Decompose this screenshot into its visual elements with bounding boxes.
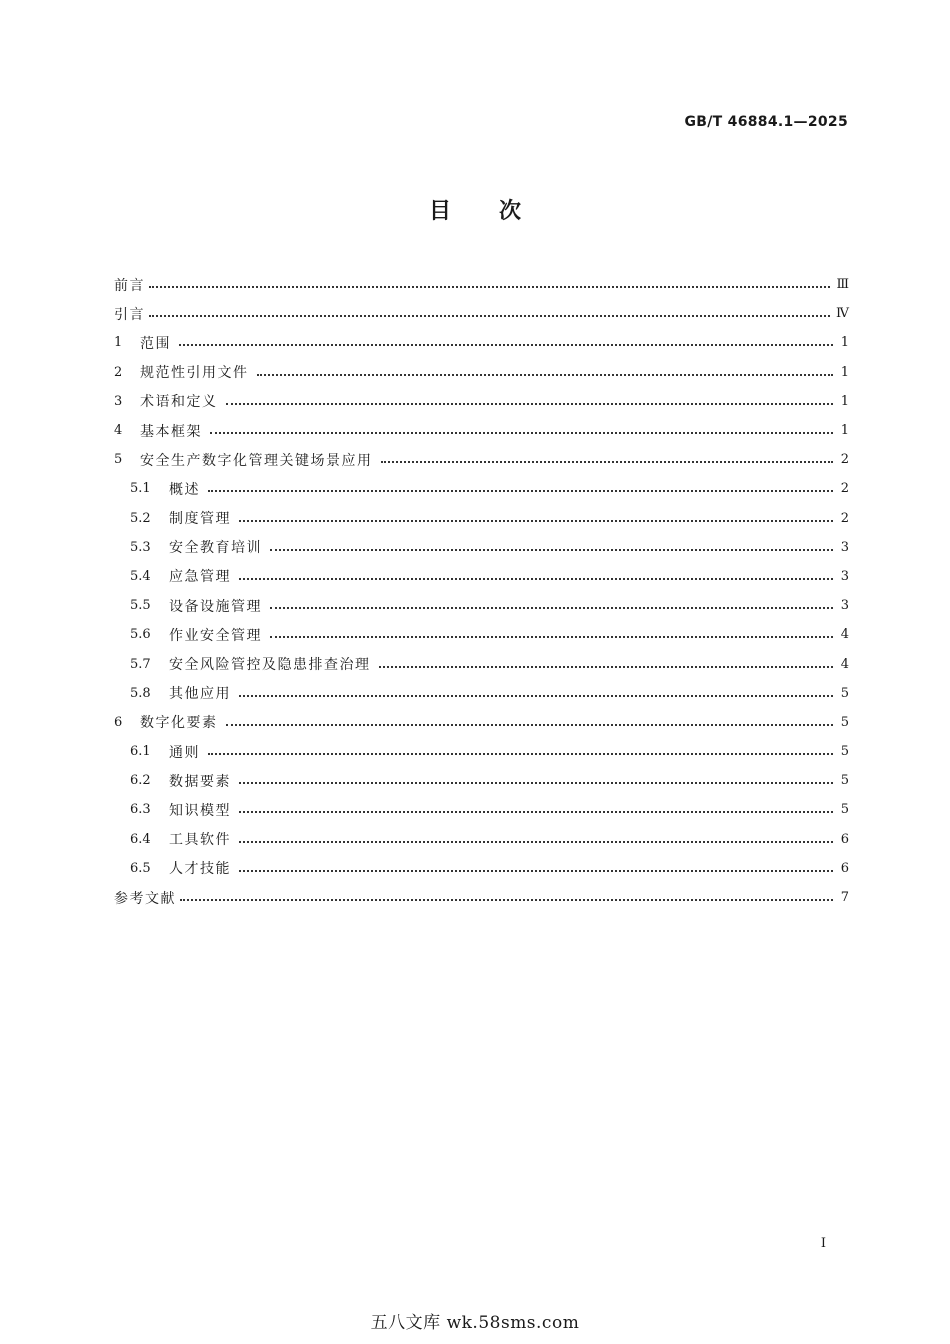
toc-entry-number: 5.5 xyxy=(130,598,151,614)
toc-entry-page: 6 xyxy=(840,860,849,876)
toc-entry-number: 5 xyxy=(114,452,123,468)
toc-entry[interactable] xyxy=(114,270,849,299)
toc-entry-label: 通则 xyxy=(169,744,200,761)
toc-entry-page: 5 xyxy=(840,773,849,789)
toc-entry-label: 术语和定义 xyxy=(140,394,218,411)
toc-dot-leader xyxy=(239,840,833,843)
toc-entry-page: 3 xyxy=(840,598,849,614)
toc-dot-leader xyxy=(208,752,833,755)
document-number: GB/T 46884.1—2025 xyxy=(684,114,848,130)
toc-entry-number: 4 xyxy=(114,423,123,439)
toc-entry-number: 5.2 xyxy=(130,510,151,526)
toc-dot-leader xyxy=(270,635,833,638)
toc-entry-number: 5.4 xyxy=(130,568,151,584)
toc-entry-label: 安全风险管控及隐患排查治理 xyxy=(169,657,371,674)
toc-dot-leader xyxy=(239,869,833,872)
toc-dot-leader xyxy=(180,898,833,901)
toc-entry[interactable] xyxy=(114,649,849,678)
toc-dot-leader xyxy=(226,723,834,726)
toc-entry-number: 6.4 xyxy=(130,831,151,847)
toc-entry-number: 3 xyxy=(114,393,123,409)
toc-entry[interactable] xyxy=(114,591,849,620)
toc-entry-page: 3 xyxy=(840,539,849,555)
toc-entry-page: 6 xyxy=(840,831,849,847)
toc-entry-label: 基本框架 xyxy=(140,423,202,440)
toc-entry-label: 数字化要素 xyxy=(140,715,218,732)
toc-entry-label: 设备设施管理 xyxy=(169,598,262,615)
toc-entry-page: 4 xyxy=(840,656,849,672)
toc-entry-label: 人才技能 xyxy=(169,861,231,878)
toc-dot-leader xyxy=(239,577,833,580)
toc-entry-label: 数据要素 xyxy=(169,773,231,790)
toc-entry[interactable] xyxy=(114,416,849,445)
toc-entry-page: 2 xyxy=(840,452,849,468)
toc-entry-label: 规范性引用文件 xyxy=(140,365,249,382)
table-of-contents xyxy=(114,270,849,912)
toc-entry-page: 4 xyxy=(840,627,849,643)
toc-dot-leader xyxy=(239,519,833,522)
toc-dot-leader xyxy=(210,431,833,434)
toc-dot-leader xyxy=(149,285,830,288)
toc-entry[interactable] xyxy=(114,358,849,387)
toc-entry-page: Ⅳ xyxy=(836,306,849,322)
footer-watermark: 五八文库 wk.58sms.com xyxy=(370,1313,580,1333)
toc-entry-page: Ⅲ xyxy=(836,277,849,293)
toc-dot-leader xyxy=(270,606,833,609)
toc-entry-label: 引言 xyxy=(114,306,145,323)
toc-entry[interactable] xyxy=(114,766,849,795)
toc-entry[interactable] xyxy=(114,679,849,708)
toc-entry-number: 6.5 xyxy=(130,860,151,876)
page-title: 目次 xyxy=(428,199,569,224)
toc-dot-leader xyxy=(270,548,833,551)
toc-entry[interactable] xyxy=(114,387,849,416)
toc-entry-label: 安全教育培训 xyxy=(169,540,262,557)
toc-dot-leader xyxy=(239,694,833,697)
toc-entry-page: 5 xyxy=(840,744,849,760)
toc-entry-number: 1 xyxy=(114,335,123,351)
toc-entry-page: 1 xyxy=(840,364,849,380)
toc-entry-page: 5 xyxy=(840,802,849,818)
toc-entry[interactable] xyxy=(114,562,849,591)
toc-dot-leader xyxy=(379,665,834,668)
toc-entry-label: 安全生产数字化管理关键场景应用 xyxy=(140,452,373,469)
toc-dot-leader xyxy=(381,460,834,463)
toc-entry-page: 5 xyxy=(840,685,849,701)
toc-entry-label: 前言 xyxy=(114,277,145,294)
toc-entry-number: 6.1 xyxy=(130,744,151,760)
toc-entry-label: 范围 xyxy=(140,335,171,352)
toc-entry-label: 参考文献 xyxy=(114,890,176,907)
toc-dot-leader xyxy=(226,402,834,405)
toc-entry-label: 制度管理 xyxy=(169,511,231,528)
toc-entry-number: 5.3 xyxy=(130,539,151,555)
toc-entry-page: 7 xyxy=(840,890,849,906)
toc-entry[interactable] xyxy=(114,474,849,503)
toc-entry-number: 2 xyxy=(114,364,123,380)
toc-entry-number: 5.1 xyxy=(130,481,151,497)
toc-entry[interactable] xyxy=(114,328,849,357)
toc-entry-number: 5.6 xyxy=(130,627,151,643)
toc-entry-page: 3 xyxy=(840,568,849,584)
toc-entry[interactable] xyxy=(114,533,849,562)
toc-dot-leader xyxy=(257,373,834,376)
toc-entry-page: 1 xyxy=(840,335,849,351)
toc-entry-page: 2 xyxy=(840,481,849,497)
toc-dot-leader xyxy=(208,489,833,492)
toc-entry[interactable] xyxy=(114,299,849,328)
toc-entry-number: 6.3 xyxy=(130,802,151,818)
toc-entry-number: 6 xyxy=(114,714,123,730)
toc-entry[interactable] xyxy=(114,854,849,883)
toc-entry-number: 5.7 xyxy=(130,656,151,672)
toc-dot-leader xyxy=(239,810,833,813)
toc-entry-number: 6.2 xyxy=(130,773,151,789)
toc-entry-number: 5.8 xyxy=(130,685,151,701)
toc-entry-label: 作业安全管理 xyxy=(169,627,262,644)
toc-entry-page: 1 xyxy=(840,423,849,439)
toc-entry-label: 应急管理 xyxy=(169,569,231,586)
toc-entry[interactable] xyxy=(114,445,849,474)
toc-entry-page: 2 xyxy=(840,510,849,526)
toc-dot-leader xyxy=(179,343,833,346)
toc-entry[interactable] xyxy=(114,708,849,737)
page-number: I xyxy=(820,1236,826,1251)
toc-entry-label: 知识模型 xyxy=(169,802,231,819)
toc-entry-page: 1 xyxy=(840,393,849,409)
toc-entry-label: 工具软件 xyxy=(169,832,231,849)
toc-entry[interactable] xyxy=(114,825,849,854)
toc-entry[interactable] xyxy=(114,620,849,649)
toc-entry[interactable] xyxy=(114,504,849,533)
toc-entry-page: 5 xyxy=(840,714,849,730)
toc-dot-leader xyxy=(149,314,830,317)
toc-entry-label: 概述 xyxy=(169,481,200,498)
toc-entry-label: 其他应用 xyxy=(169,686,231,703)
toc-entry[interactable] xyxy=(114,795,849,824)
toc-entry[interactable] xyxy=(114,737,849,766)
toc-entry[interactable] xyxy=(114,883,849,912)
toc-dot-leader xyxy=(239,781,833,784)
